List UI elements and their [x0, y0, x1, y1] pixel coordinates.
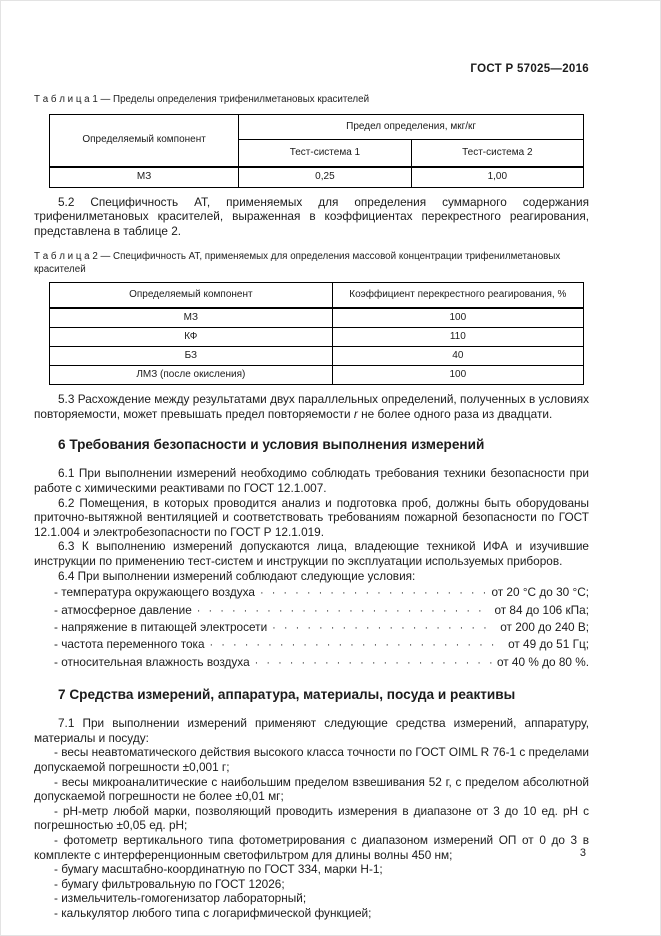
table1-col1-header: Определяемый компонент: [50, 114, 239, 167]
table1-subheader-2: Тест-система 2: [411, 139, 583, 167]
table1-group-header: Предел определения, мкг/кг: [239, 114, 584, 139]
table-row: [50, 308, 584, 328]
table1-subheader-1: Тест-система 1: [239, 139, 411, 167]
para-5-3: [34, 392, 589, 421]
condition-label: - атмосферное давление: [54, 602, 192, 617]
dotted-leader: [255, 655, 492, 671]
para-6-1: 6.1 При выполнении измерений необходимо соблюдать требования техники безопасности при работе с химическими реактивами по ГОСТ 12.1.007.: [34, 466, 589, 496]
equipment-list: [34, 745, 589, 920]
table1-caption: Т а б л и ц а 1 — Пределы определения трифенилметановых красителей: [34, 94, 370, 105]
table2-cell-value: 100: [332, 366, 583, 385]
list-item: - весы микроаналитические с наибольшим пределом взвешивания 52 г, с пределом абсолютной допускаемой погрешности не более ±0,01 мг;: [34, 774, 589, 804]
table-row: [50, 347, 584, 366]
list-item: - бумагу фильтровальную по ГОСТ 12026;: [54, 876, 285, 891]
para-5-2: 5.2 Специфичность АТ, применяемых для определения суммарного содержания трифенилметановых красителей, выраженная в коэффициентах перекрестного реагирования, представлена в таблице 2.: [34, 194, 589, 238]
condition-label: - частота переменного тока: [54, 637, 205, 652]
table2-cell-component: БЗ: [50, 347, 333, 366]
list-item: - pH-метр любой марки, позволяющий проводить измерения в диапазоне от 3 до 10 ед. pH с погрешностью ±0,05 ед. pH;: [34, 803, 589, 833]
condition-row: [34, 602, 589, 619]
condition-value: от 200 до 240 В;: [500, 620, 589, 635]
condition-row: [34, 654, 589, 671]
condition-value: от 49 до 51 Гц;: [508, 637, 589, 652]
list-item: - весы неавтоматического действия высокого класса точности по ГОСТ OIML R 76-1 с пределами допускаемой погрешности ±0,001 г;: [34, 745, 589, 775]
dotted-leader: [272, 620, 495, 636]
table2-cell-value: 40: [332, 347, 583, 366]
condition-label: - напряжение в питающей электросети: [54, 620, 268, 635]
table1-cell-system1: 0,25: [239, 167, 411, 188]
table2-cell-value: 100: [332, 308, 583, 328]
table1-row: [50, 167, 584, 188]
section-7-heading: 7 Средства измерений, аппаратура, материалы, посуда и реактивы: [58, 687, 516, 703]
table2-header-coefficient: Коэффициент перекрестного реагирования, %: [332, 283, 583, 309]
table2-cell-component: ЛМЗ (после окисления): [50, 366, 333, 385]
table2-caption: Т а б л и ц а 2 — Специфичность АТ, применяемых для определения массовой концентрации трифенилметановых красителей: [34, 251, 561, 275]
table1: [49, 114, 584, 188]
table-row: [50, 328, 584, 347]
table-row: [50, 366, 584, 385]
dotted-leader: [197, 603, 490, 619]
list-item: - калькулятор любого типа с логарифмической функцией;: [54, 905, 372, 920]
list-item: - фотометр вертикального типа фотометрирования с диапазоном измерений ОП от 0 до 3 в комплекте с интерференционным светофильтром для длины волны 450 нм;: [34, 833, 589, 862]
para-6-3: 6.3 К выполнению измерений допускаются лица, владеющие техникой ИФА и изучившие инструкции по применению тест-систем и инструкции по эксплуатации используемых приборов.: [34, 539, 589, 569]
para-6-4: 6.4 При выполнении измерений соблюдают следующие условия:: [58, 568, 416, 583]
table2-header-component: Определяемый компонент: [50, 283, 333, 309]
page-number: 3: [579, 847, 586, 859]
list-item: - бумагу масштабно-координатную по ГОСТ 334, марки Н-1;: [54, 862, 383, 877]
table1-cell-system2: 1,00: [411, 167, 583, 188]
dotted-leader: [260, 585, 486, 601]
para-5-3-text: не более одного раза из двадцати.: [357, 406, 553, 421]
condition-value: от 84 до 106 кПа;: [494, 602, 589, 617]
measurement-conditions-list: [34, 584, 589, 671]
condition-label: - температура окружающего воздуха: [54, 585, 255, 600]
para-6-2: 6.2 Помещения, в которых проводится анализ и подготовка проб, должны быть оборудованы приточно-вытяжной вентиляцией и соответствовать требованиям пожарной безопасности по ГОСТ 12.1.004 и электробезопасности по ГОСТ Р 12.1.019.: [34, 495, 589, 539]
condition-value: от 20 °С до 30 °С;: [491, 585, 589, 600]
condition-label: - относительная влажность воздуха: [54, 654, 250, 669]
table2: [49, 282, 584, 385]
table2-cell-component: МЗ: [50, 308, 333, 328]
section-6-heading: 6 Требования безопасности и условия выполнения измерений: [58, 437, 485, 453]
para-5-3-text: 5.3 Расхождение между результатами двух параллельных определений, полученных в условиях повторяемости, может превышать предел повторяемости: [34, 392, 589, 421]
doc-code: ГОСТ Р 57025—2016: [470, 63, 589, 75]
repeatability-limit-symbol: r: [353, 406, 358, 421]
table2-cell-value: 110: [332, 328, 583, 347]
condition-row: [34, 584, 589, 601]
list-item: - измельчитель-гомогенизатор лабораторный;: [54, 891, 307, 906]
para-7-1: 7.1 При выполнении измерений применяют следующие средства измерений, аппаратуру, материалы и посуду:: [34, 716, 589, 745]
condition-row: [34, 636, 589, 653]
condition-row: [34, 619, 589, 636]
dotted-leader: [210, 637, 504, 653]
table1-cell-component: МЗ: [50, 167, 239, 188]
condition-value: от 40 % до 80 %.: [496, 654, 589, 669]
table2-cell-component: КФ: [50, 328, 333, 347]
